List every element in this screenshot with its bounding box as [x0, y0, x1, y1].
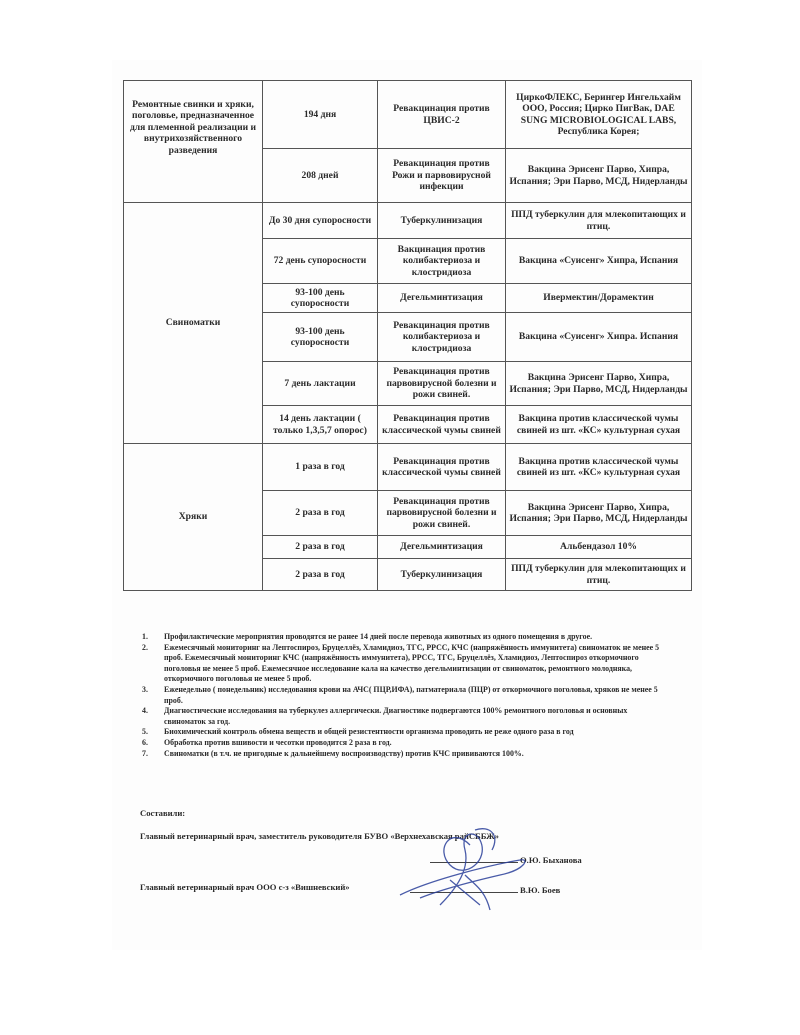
timing-cell: 2 раза в год — [263, 536, 378, 559]
preparation-cell: Вакцина против классической чумы свиней из шт. «КС» культурная сухая — [506, 406, 692, 444]
animal-group-cell: Ремонтные свинки и хряки, поголовье, предназначенное для племенной реализации и внутрихозяйственного разведения — [124, 81, 263, 203]
animal-group-cell: Свиноматки — [124, 203, 263, 444]
procedure-cell: Ревакцинация против классической чумы свиней — [378, 406, 506, 444]
procedure-cell: Дегельминтизация — [378, 284, 506, 313]
timing-cell: 1 раза в год — [263, 444, 378, 491]
note-text: Биохимический контроль обмена веществ и общей резистентности организма проводить не реже одного раза в год — [164, 727, 574, 737]
note-item — [142, 632, 662, 643]
first-signatory-position: Главный ветеринарный врач, заместитель руководителя БУВО «Верхнехавская райСББЖ» — [140, 831, 499, 841]
note-number: 5. — [142, 727, 148, 737]
timing-cell: 208 дней — [263, 149, 378, 203]
compiled-by-heading: Составили: — [140, 808, 186, 818]
preparation-cell: ЦиркоФЛЕКС, Берингер Ингельхайм ООО, Россия; Цирко ПигВак, DAE SUNG MICROBIOLOGICAL LABS, Республика Корея; — [506, 81, 692, 149]
timing-cell: До 30 дня супоросности — [263, 203, 378, 239]
preparation-cell: Альбендазол 10% — [506, 536, 692, 559]
note-item — [142, 727, 662, 738]
note-text: Свиноматки (в т.ч. не пригодные к дальнейшему воспроизводству) против КЧС прививаются 100%. — [164, 748, 524, 758]
procedure-cell: Ревакцинация против парвовирусной болезни и рожи свиней. — [378, 491, 506, 536]
note-item — [142, 738, 662, 749]
note-item — [142, 685, 662, 706]
procedure-cell: Ревакцинация против парвовирусной болезни и рожи свиней. — [378, 362, 506, 406]
notes-list — [142, 632, 662, 759]
timing-cell: 93-100 день супоросности — [263, 284, 378, 313]
note-item — [142, 749, 662, 760]
preparation-cell: Вакцина Эрисенг Парво, Хипра, Испания; Эри Парво, МСД, Нидерланды — [506, 362, 692, 406]
note-text: Обработка против вшивости и чесотки проводится 2 раза в год. — [164, 737, 392, 747]
handwritten-signature — [380, 820, 560, 920]
procedure-cell: Ревакцинация против ЦВИС-2 — [378, 81, 506, 149]
note-number: 3. — [142, 684, 148, 694]
note-text: Еженедельно ( понедельник) исследования крови на АЧС( ПЦР,ИФА), патматериала (ПЦР) от откормочного поголовья, хряков не менее 5 проб. — [164, 684, 658, 705]
note-text: Ежемесячный мониторинг на Лептоспироз, Бруцеллёз, Хламидиоз, ТГС, РРСС, КЧС (напряжённость иммунитета) свиноматок не менее 5 проб. Ежемесячный мониторинг КЧС (напряжённость иммунитета), РРСС, ТГС, Бруцеллёз, Хламидиоз, Лептоспироз откормочного поголовья не менее 5 проб. Ежемесячное исследование кала на качество дегельминтизации от свиноматок, ремонтного молодняка, откормочного поголовья не менее 5 проб. — [164, 642, 660, 684]
timing-cell: 93-100 день супоросности — [263, 313, 378, 362]
procedure-cell: Туберкулинизация — [378, 559, 506, 591]
first-signatory-name: О.Ю. Быханова — [520, 855, 582, 865]
table-row — [124, 203, 692, 239]
note-number: 1. — [142, 632, 148, 641]
preparation-cell: Вакцина Эрисенг Парво, Хипра, Испания; Эри Парво, МСД, Нидерланды — [506, 491, 692, 536]
note-text: Диагностические исследования на туберкулез аллергически. Диагностике подвергаются 100% ремонтного поголовья и основных свиноматок за год. — [164, 706, 628, 726]
note-number: 2. — [142, 642, 148, 652]
procedure-cell: Ревакцинация против Рожи и парвовирусной инфекции — [378, 149, 506, 203]
preparation-cell: Вакцина «Суисенг» Хипра. Испания — [506, 313, 692, 362]
preparation-cell: Вакцина против классической чумы свиней из шт. «КС» культурная сухая — [506, 444, 692, 491]
second-signatory-name: В.Ю. Боев — [520, 885, 561, 895]
animal-group-cell: Хряки — [124, 444, 263, 591]
note-number: 7. — [142, 748, 148, 758]
note-item — [142, 706, 662, 727]
procedure-cell: Ревакцинация против колибактериоза и клостридиоза — [378, 313, 506, 362]
preparation-cell: ППД туберкулин для млекопитающих и птиц. — [506, 203, 692, 239]
note-item — [142, 643, 662, 685]
procedure-cell: Туберкулинизация — [378, 203, 506, 239]
second-signatory-position: Главный ветеринарный врач ООО с-з «Вишневский» — [140, 882, 350, 892]
procedure-cell: Ревакцинация против классической чумы свиней — [378, 444, 506, 491]
timing-cell: 2 раза в год — [263, 559, 378, 591]
table-row — [124, 81, 692, 149]
timing-cell: 72 день супоросности — [263, 239, 378, 284]
procedure-cell: Дегельминтизация — [378, 536, 506, 559]
timing-cell: 14 день лактации ( только 1,3,5,7 опорос) — [263, 406, 378, 444]
preparation-cell: Вакцина Эрисенг Парво, Хипра, Испания; Эри Парво, МСД, Нидерланды — [506, 149, 692, 203]
timing-cell: 194 дня — [263, 81, 378, 149]
preparation-cell: Вакцина «Суисенг» Хипра, Испания — [506, 239, 692, 284]
timing-cell: 7 день лактации — [263, 362, 378, 406]
note-number: 4. — [142, 706, 148, 716]
note-number: 6. — [142, 737, 148, 747]
procedure-cell: Вакцинация против колибактериоза и клостридиоза — [378, 239, 506, 284]
preparation-cell: Ивермектин/Дорамектин — [506, 284, 692, 313]
preparation-cell: ППД туберкулин для млекопитающих и птиц. — [506, 559, 692, 591]
table-row — [124, 444, 692, 491]
timing-cell: 2 раза в год — [263, 491, 378, 536]
note-text: Профилактические мероприятия проводятся не ранее 14 дней после перевода животных из одного помещения в другое. — [164, 632, 593, 641]
vaccination-schedule-table — [123, 80, 692, 591]
